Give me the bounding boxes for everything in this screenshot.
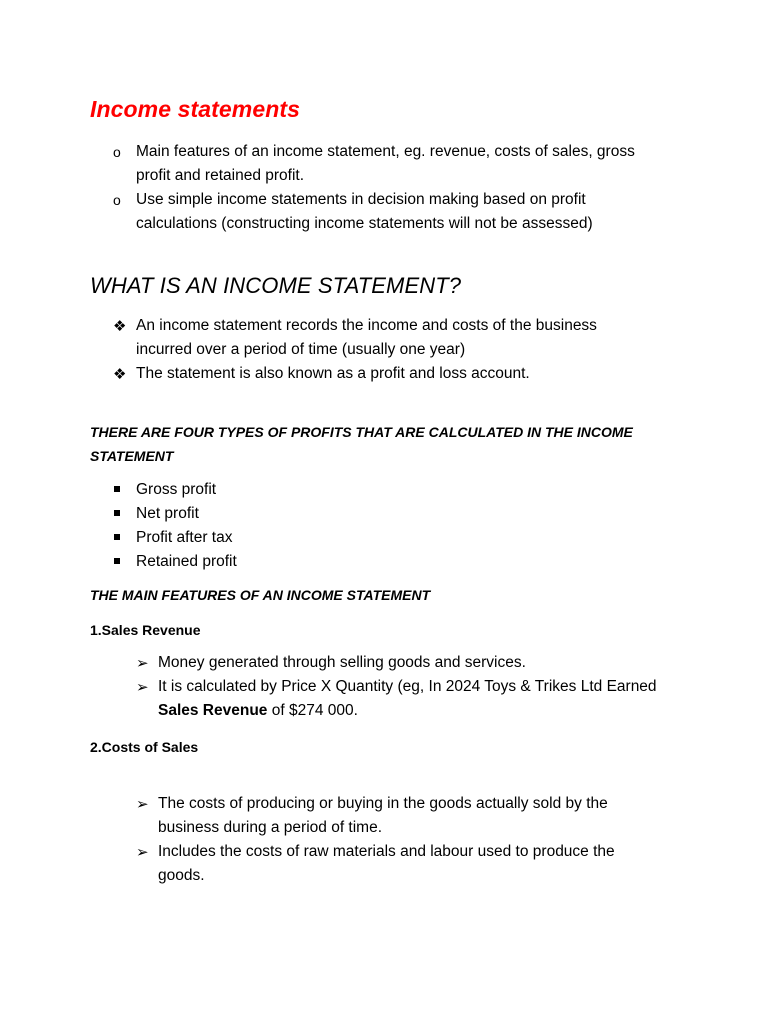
costs-of-sales-heading: 2.Costs of Sales: [90, 739, 199, 755]
sales-revenue-amount: of $274 000.: [267, 702, 358, 719]
costs-of-sales-point-1-line-1: The costs of producing or buying in the goods actually sold by the: [158, 795, 608, 812]
diamond-bullet-icon: ❖: [113, 366, 127, 383]
square-bullet-icon: [114, 510, 120, 516]
objective-1-line-1: Main features of an income statement, eg. revenue, costs of sales, gross: [136, 143, 635, 160]
costs-of-sales-point-1-line-2: business during a period of time.: [158, 819, 383, 836]
objective-2-line-1: Use simple income statements in decision making based on profit: [136, 191, 586, 208]
costs-of-sales-point-2-line-1: Includes the costs of raw materials and labour used to produce the: [158, 843, 615, 860]
profit-type-item: Gross profit: [136, 481, 217, 498]
arrow-bullet-icon: ➢: [136, 844, 149, 861]
definition-1-line-1: An income statement records the income and costs of the business: [136, 317, 597, 334]
section-heading: WHAT IS AN INCOME STATEMENT?: [90, 273, 462, 298]
square-bullet-icon: [114, 534, 120, 540]
arrow-bullet-icon: ➢: [136, 796, 149, 813]
definition-1-line-2: incurred over a period of time (usually one year): [136, 341, 466, 358]
objective-1-line-2: profit and retained profit.: [136, 167, 305, 184]
profit-type-item: Profit after tax: [136, 529, 233, 546]
sales-revenue-term: Sales Revenue: [158, 702, 268, 719]
profit-types-heading-line-1: THERE ARE FOUR TYPES OF PROFITS THAT ARE CALCULATED IN THE INCOME: [90, 424, 633, 440]
definition-2-line-1: The statement is also known as a profit and loss account.: [136, 365, 530, 382]
circle-bullet-icon: o: [113, 192, 121, 208]
features-heading: THE MAIN FEATURES OF AN INCOME STATEMENT: [90, 587, 431, 603]
diamond-bullet-icon: ❖: [113, 318, 127, 335]
profit-type-item: Retained profit: [136, 553, 237, 570]
page-title: Income statements: [90, 96, 301, 122]
profit-type-item: Net profit: [136, 505, 199, 522]
arrow-bullet-icon: ➢: [136, 655, 149, 672]
costs-of-sales-point-2-line-2: goods.: [158, 867, 205, 884]
circle-bullet-icon: o: [113, 144, 121, 160]
sales-revenue-point-2-line-1: It is calculated by Price X Quantity (eg, In 2024 Toys & Trikes Ltd Earned: [158, 678, 657, 695]
profit-types-heading-line-2: STATEMENT: [90, 448, 174, 464]
objective-2-line-2: calculations (constructing income statements will not be assessed): [136, 215, 593, 232]
sales-revenue-point-2-line-2: [158, 699, 358, 723]
sales-revenue-heading: 1.Sales Revenue: [90, 622, 201, 638]
arrow-bullet-icon: ➢: [136, 679, 149, 696]
square-bullet-icon: [114, 558, 120, 564]
square-bullet-icon: [114, 486, 120, 492]
sales-revenue-point-1: Money generated through selling goods and services.: [158, 654, 526, 671]
